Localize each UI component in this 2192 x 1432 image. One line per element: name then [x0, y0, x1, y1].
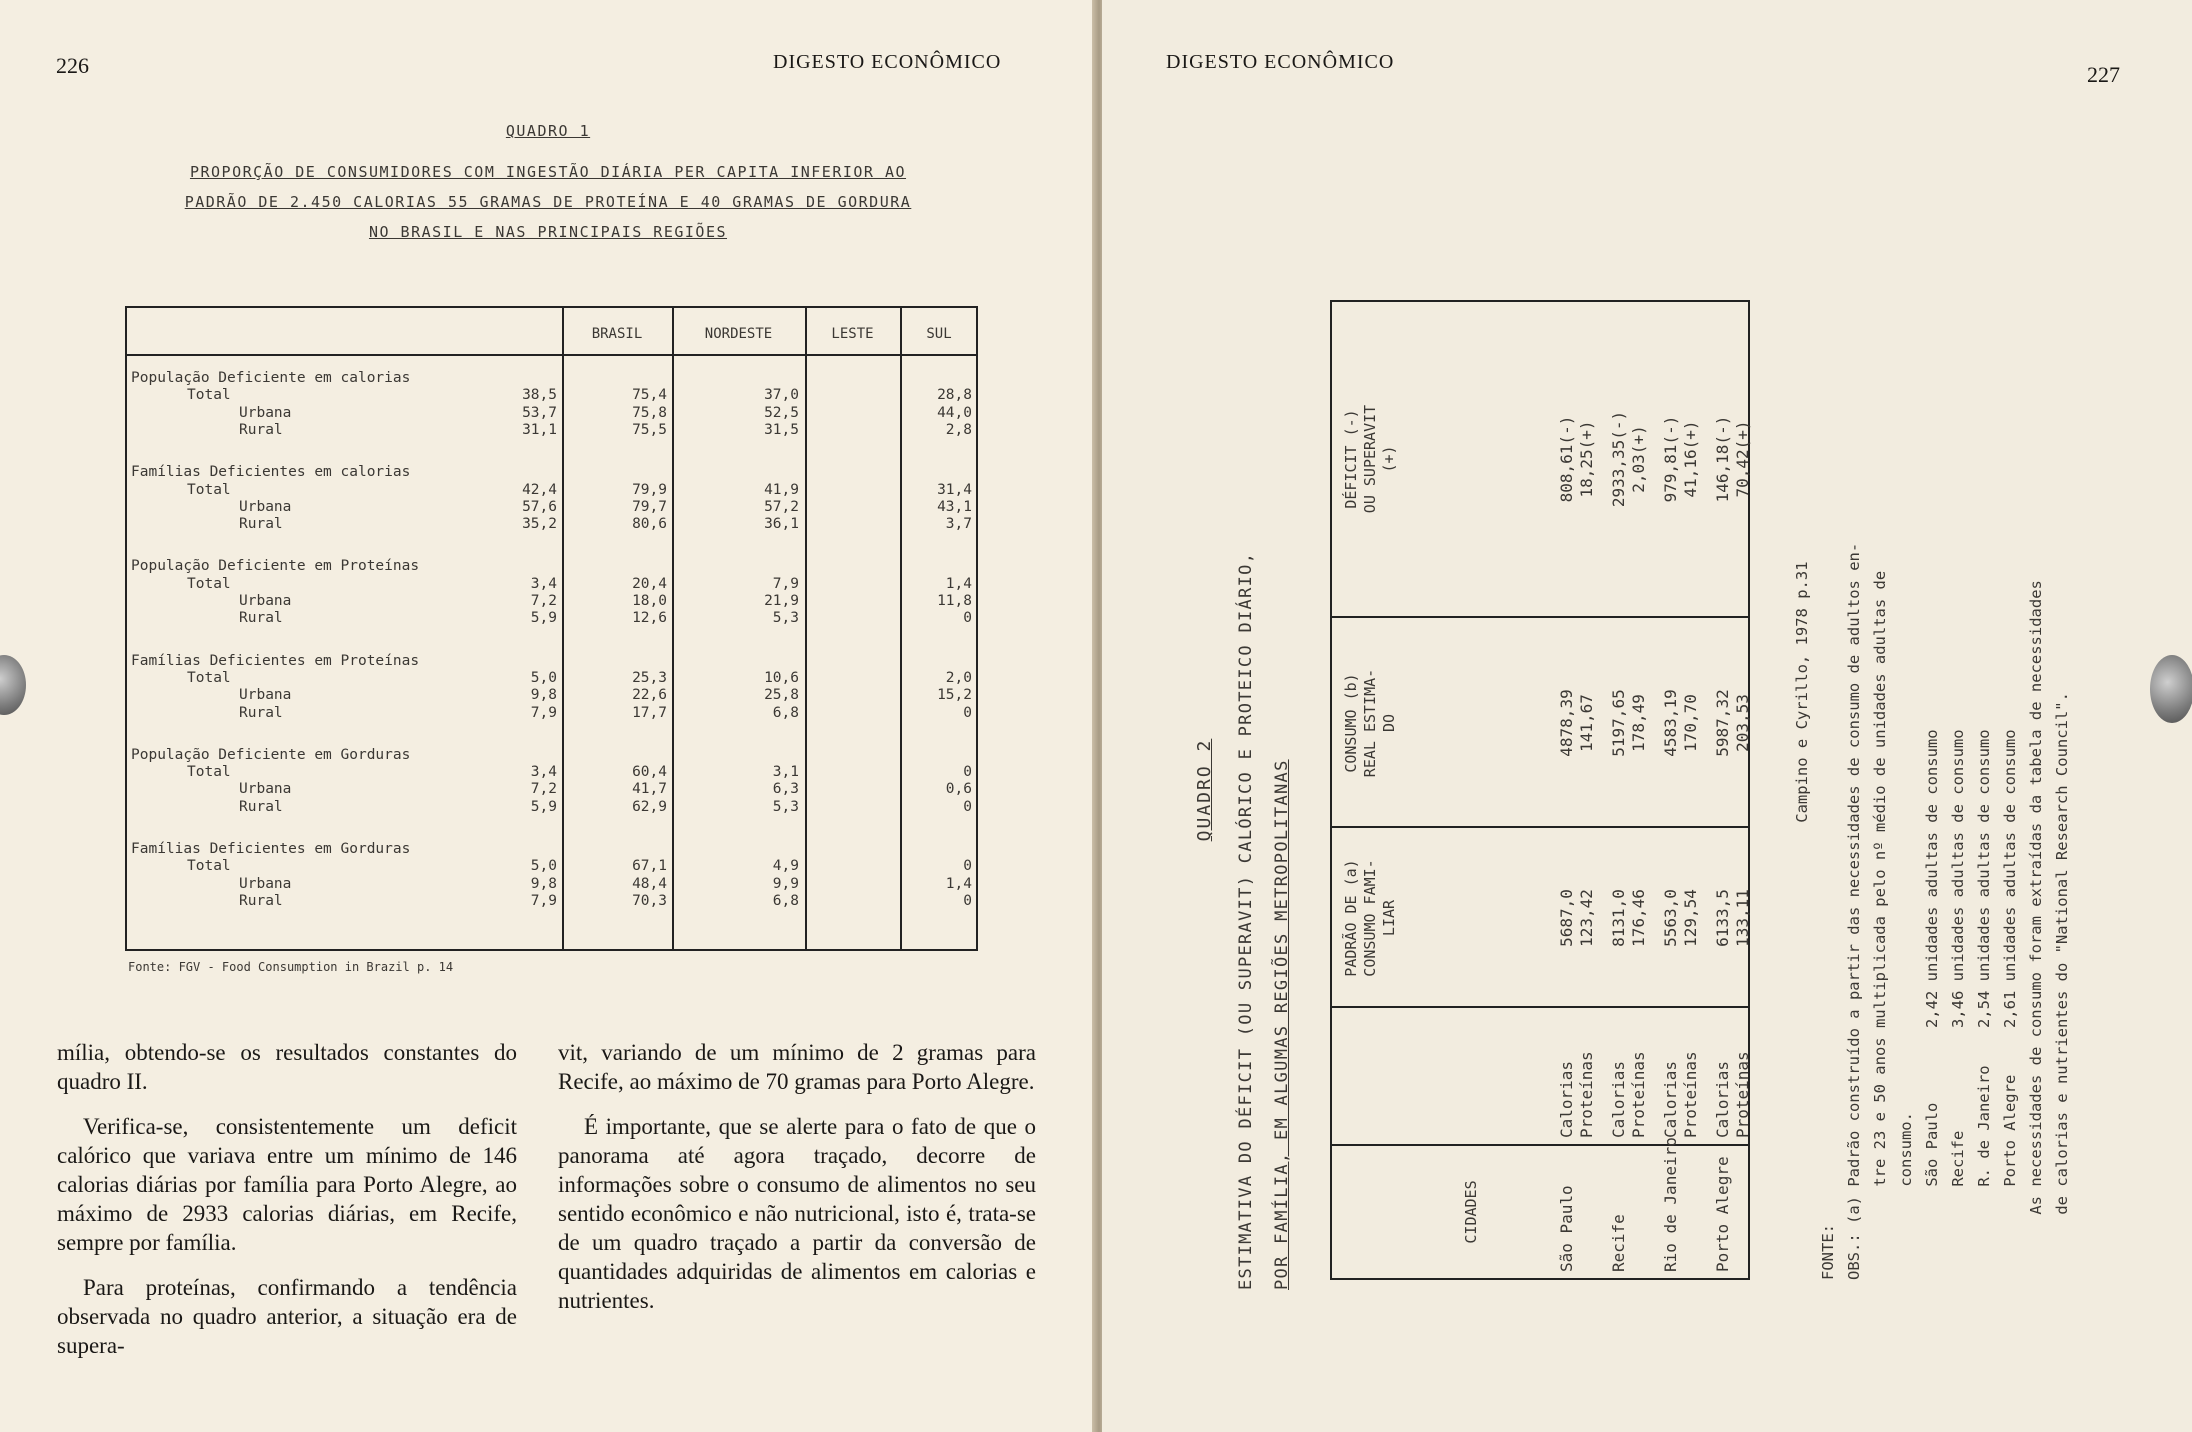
- quadro2-table: [1330, 300, 1750, 1280]
- table-cell: 7,2: [530, 781, 557, 798]
- city-name: São Paulo: [1557, 1185, 1576, 1272]
- table-cell: 12,6: [632, 610, 667, 627]
- row-label: Urbana: [239, 781, 292, 798]
- table-cell: 3,4: [530, 575, 557, 592]
- deficit-value: 146,18(-): [1713, 415, 1732, 503]
- table-cell: 21,9: [764, 593, 799, 609]
- padrao-value: 176,46: [1629, 889, 1648, 947]
- table-cell: 52,5: [764, 404, 799, 421]
- row-label: Total: [187, 764, 231, 781]
- consumo-value: 5197,65: [1609, 689, 1628, 757]
- table-cell: 60,4: [632, 764, 667, 781]
- item-label: Calorias: [1557, 1060, 1576, 1138]
- consumo-value: 170,70: [1681, 694, 1700, 752]
- row-label: Total: [187, 858, 231, 875]
- padrao-value: 123,42: [1577, 889, 1596, 947]
- quadro2-label: QUADRO 2: [1194, 738, 1215, 842]
- paragraph: vit, variando de um mínimo de 2 gramas para Recife, ao máximo de 70 gramas para Porto Alegre.: [558, 1040, 1036, 1094]
- table-cell: 7,9: [772, 575, 799, 592]
- header-consumo: CONSUMO (b) REAL ESTIMA- DO: [1342, 668, 1398, 778]
- table-cell: 6,8: [772, 892, 799, 909]
- row-label: Total: [187, 481, 231, 498]
- table-cell: 9,8: [530, 687, 557, 704]
- table-cell: 43,1: [937, 498, 972, 515]
- item-label: Proteínas: [1577, 1051, 1596, 1138]
- header-brasil: BRASIL: [591, 326, 643, 342]
- table-cell: 42,4: [522, 481, 557, 498]
- footnote-line: Porto Alegre 2,61 unidades adultas de consumo: [2001, 729, 2019, 1280]
- header-nordeste: NORDESTE: [704, 326, 773, 342]
- row-label: Urbana: [239, 687, 292, 704]
- header-padrao: PADRÃO DE (a) CONSUMO FAMI- LIAR: [1342, 859, 1398, 977]
- row-label: Urbana: [239, 593, 292, 609]
- page-number-left: 226: [56, 53, 89, 78]
- footnote-line: São Paulo 2,42 unidades adultas de consumo: [1923, 729, 1941, 1280]
- table-cell: 10,6: [764, 669, 799, 686]
- quadro2-title-line1: ESTIMATIVA DO DÉFICIT (OU SUPERAVIT) CALÓRICO E PROTEICO DIÁRIO,: [1236, 551, 1256, 1290]
- page-number-right: 227: [2087, 62, 2120, 87]
- group-label: Famílias Deficientes em Proteínas: [131, 652, 420, 669]
- table-cell: 41,7: [632, 781, 667, 798]
- header-deficit: DÉFICIT (-) OU SUPERAVIT (+): [1342, 404, 1398, 514]
- padrao-value: 5687,0: [1557, 889, 1576, 947]
- table-cell: 67,1: [632, 858, 667, 875]
- item-label: Calorias: [1609, 1060, 1628, 1138]
- table-cell: 44,0: [937, 404, 972, 421]
- city-name: Porto Alegre: [1713, 1156, 1732, 1272]
- row-label: Urbana: [239, 875, 292, 892]
- table-cell: 5,9: [530, 798, 557, 815]
- body-column-2: [558, 1038, 1036, 1331]
- table-cell: 75,4: [632, 387, 667, 404]
- paragraph: Para proteínas, confirmando a tendência observada no quadro anterior, a situação era de supera-: [57, 1275, 517, 1358]
- running-head-left: DIGESTO ECONÔMICO: [773, 51, 1002, 73]
- table-cell: 9,8: [530, 875, 557, 892]
- table-cell: 7,2: [530, 593, 557, 609]
- deficit-value: 2933,35(-): [1609, 410, 1628, 508]
- consumo-value: 4583,19: [1661, 689, 1680, 757]
- quadro1-table: [125, 306, 978, 951]
- footnote-line: Recife 3,46 unidades adultas de consumo: [1949, 729, 1967, 1280]
- table-cell: 36,1: [764, 516, 799, 533]
- paragraph: mília, obtendo-se os resultados constantes do quadro II.: [57, 1040, 517, 1094]
- item-label: Proteínas: [1681, 1051, 1700, 1138]
- item-label: Calorias: [1661, 1060, 1680, 1138]
- table-cell: 53,7: [522, 404, 557, 421]
- table-cell: 0,6: [945, 781, 972, 798]
- table-cell: 75,5: [632, 421, 667, 438]
- deficit-value: 2,03(+): [1629, 425, 1648, 493]
- group-label: Famílias Deficientes em calorias: [131, 464, 411, 481]
- table-cell: 0: [963, 858, 972, 875]
- footnote-line: tre 23 e 50 anos multiplicada pelo nº médio de unidades adultas de: [1871, 570, 1889, 1280]
- table-cell: 38,5: [522, 387, 557, 404]
- table-cell: 31,1: [522, 421, 557, 438]
- table-cell: 9,9: [772, 875, 799, 892]
- table-cell: 0: [963, 892, 972, 909]
- item-label: Proteínas: [1629, 1051, 1648, 1138]
- footnote-line: Campino e Cyrillo, 1978 p.31: [1793, 561, 1811, 1280]
- table-cell: 28,8: [937, 387, 972, 404]
- table-cell: 57,2: [764, 498, 799, 515]
- table-cell: 79,7: [632, 498, 667, 515]
- deficit-value: 979,81(-): [1661, 415, 1680, 503]
- row-label: Rural: [239, 798, 283, 815]
- table-cell: 6,3: [772, 781, 799, 798]
- table-cell: 57,6: [522, 498, 557, 515]
- table-cell: 2,0: [945, 669, 972, 686]
- row-label: Rural: [239, 892, 283, 909]
- header-cidades: CIDADES: [1462, 1180, 1480, 1244]
- group-label: População Deficiente em calorias: [131, 370, 411, 386]
- row-label: Urbana: [239, 404, 292, 421]
- quadro1-label: QUADRO 1: [505, 122, 591, 140]
- table-cell: 5,0: [530, 669, 557, 686]
- quadro1-source: Fonte: FGV - Food Consumption in Brazil p. 14: [128, 960, 454, 974]
- row-label: Rural: [239, 610, 283, 627]
- quadro1-title-line2: PADRÃO DE 2.450 CALORIAS 55 GRAMAS DE PROTEÍNA E 40 GRAMAS DE GORDURA: [184, 193, 912, 211]
- table-cell: 5,3: [772, 610, 799, 627]
- group-label: População Deficiente em Gorduras: [131, 746, 411, 763]
- table-cell: 37,0: [764, 387, 799, 404]
- table-cell: 31,4: [937, 481, 972, 498]
- table-cell: 0: [963, 704, 972, 721]
- table-cell: 0: [963, 764, 972, 781]
- padrao-value: 129,54: [1681, 889, 1700, 947]
- quadro1-title-line1: PROPORÇÃO DE CONSUMIDORES COM INGESTÃO DIÁRIA PER CAPITA INFERIOR AO: [189, 163, 907, 181]
- item-label: Proteínas: [1733, 1051, 1752, 1138]
- header-leste: LESTE: [831, 326, 874, 342]
- paragraph: É importante, que se alerte para o fato de que o panorama até agora traçado, decorre de informações sobre o consumo de alimentos no seu sentido econômico e não nutricional, isto é, trata-se de um quadro traçado a partir da conversão de quantidades adquiridas de alimentos em calorias e nutrientes.: [558, 1114, 1036, 1313]
- table-cell: 25,8: [764, 687, 799, 704]
- group-label: População Deficiente em Proteínas: [131, 558, 420, 575]
- deficit-value: 18,25(+): [1577, 420, 1596, 498]
- table-cell: 7,9: [530, 892, 557, 909]
- table-cell: 3,7: [945, 516, 972, 533]
- binder-ring-left: [0, 655, 26, 715]
- table-cell: 35,2: [522, 516, 557, 533]
- table-cell: 25,3: [632, 669, 667, 686]
- table-cell: 11,8: [937, 593, 972, 609]
- table-cell: 75,8: [632, 404, 667, 421]
- table-cell: 6,8: [772, 704, 799, 721]
- footnote-line: As necessidades de consumo foram extraídas da tabela de necessidades: [2027, 580, 2045, 1280]
- table-cell: 4,9: [772, 858, 799, 875]
- quadro2-title-line2: POR FAMÍLIA, EM ALGUMAS REGIÕES METROPOLITANAS: [1272, 759, 1292, 1290]
- city-name: Recife: [1609, 1214, 1628, 1272]
- consumo-value: 5987,32: [1713, 689, 1732, 757]
- table-cell: 22,6: [632, 687, 667, 704]
- table-cell: 62,9: [632, 798, 667, 815]
- table-cell: 0: [963, 610, 972, 627]
- city-name: Rio de Janeiro: [1661, 1137, 1680, 1272]
- body-column-1: [57, 1038, 517, 1376]
- row-label: Urbana: [239, 498, 292, 515]
- table-cell: 41,9: [764, 481, 799, 498]
- footnote-line: FONTE:: [1819, 1224, 1837, 1280]
- quadro1-title-line3: NO BRASIL E NAS PRINCIPAIS REGIÕES: [368, 223, 728, 241]
- consumo-value: 4878,39: [1557, 689, 1576, 757]
- footnote-line: R. de Janeiro 2,54 unidades adultas de consumo: [1975, 729, 1993, 1280]
- table-cell: 18,0: [632, 593, 667, 609]
- table-cell: 20,4: [632, 575, 667, 592]
- table-cell: 5,0: [530, 858, 557, 875]
- table-cell: 5,3: [772, 798, 799, 815]
- footnote-line: de calorias e nutrientes do "National Research Council".: [2053, 692, 2071, 1280]
- consumo-value: 141,67: [1577, 694, 1596, 752]
- row-label: Rural: [239, 421, 283, 438]
- padrao-value: 8131,0: [1609, 889, 1628, 947]
- table-cell: 15,2: [937, 687, 972, 704]
- table-cell: 1,4: [945, 875, 972, 892]
- table-cell: 31,5: [764, 421, 799, 438]
- footnote-line: OBS.: (a) Padrão construído a partir das necessidades de consumo de adultos en-: [1845, 542, 1863, 1280]
- padrao-value: 133,11: [1733, 889, 1752, 947]
- table-cell: 2,8: [945, 421, 972, 438]
- table-cell: 3,4: [530, 764, 557, 781]
- running-head-right: DIGESTO ECONÔMICO: [1166, 51, 1395, 73]
- header-sul: SUL: [926, 326, 952, 342]
- table-cell: 5,9: [530, 610, 557, 627]
- deficit-value: 70,42(+): [1733, 420, 1752, 498]
- table-cell: 1,4: [945, 575, 972, 592]
- row-label: Total: [187, 669, 231, 686]
- table-cell: 7,9: [530, 704, 557, 721]
- deficit-value: 808,61(-): [1557, 415, 1576, 503]
- row-label: Rural: [239, 704, 283, 721]
- consumo-value: 203,53: [1733, 694, 1752, 752]
- table-cell: 80,6: [632, 516, 667, 533]
- padrao-value: 5563,0: [1661, 889, 1680, 947]
- item-label: Calorias: [1713, 1060, 1732, 1138]
- row-label: Rural: [239, 516, 283, 533]
- binder-ring-right: [2150, 655, 2192, 723]
- table-cell: 3,1: [772, 764, 799, 781]
- consumo-value: 178,49: [1629, 694, 1648, 752]
- table-cell: 79,9: [632, 481, 667, 498]
- table-cell: 17,7: [632, 704, 667, 721]
- padrao-value: 6133,5: [1713, 889, 1732, 947]
- footnote-line: consumo.: [1897, 1112, 1915, 1280]
- table-cell: 48,4: [632, 875, 667, 892]
- row-label: Total: [187, 575, 231, 592]
- table-cell: 70,3: [632, 892, 667, 909]
- row-label: Total: [187, 387, 231, 404]
- deficit-value: 41,16(+): [1681, 420, 1700, 498]
- table-cell: 0: [963, 798, 972, 815]
- group-label: Famílias Deficientes em Gorduras: [131, 841, 411, 857]
- quadro2-rotated: [1150, 290, 2110, 1290]
- paragraph: Verifica-se, consistentemente um deficit calórico que variava entre um mínimo de 146 calorias diárias por família para Porto Alegre, ao máximo de 2933 calorias diárias, em Recife, sempre por família.: [57, 1114, 517, 1255]
